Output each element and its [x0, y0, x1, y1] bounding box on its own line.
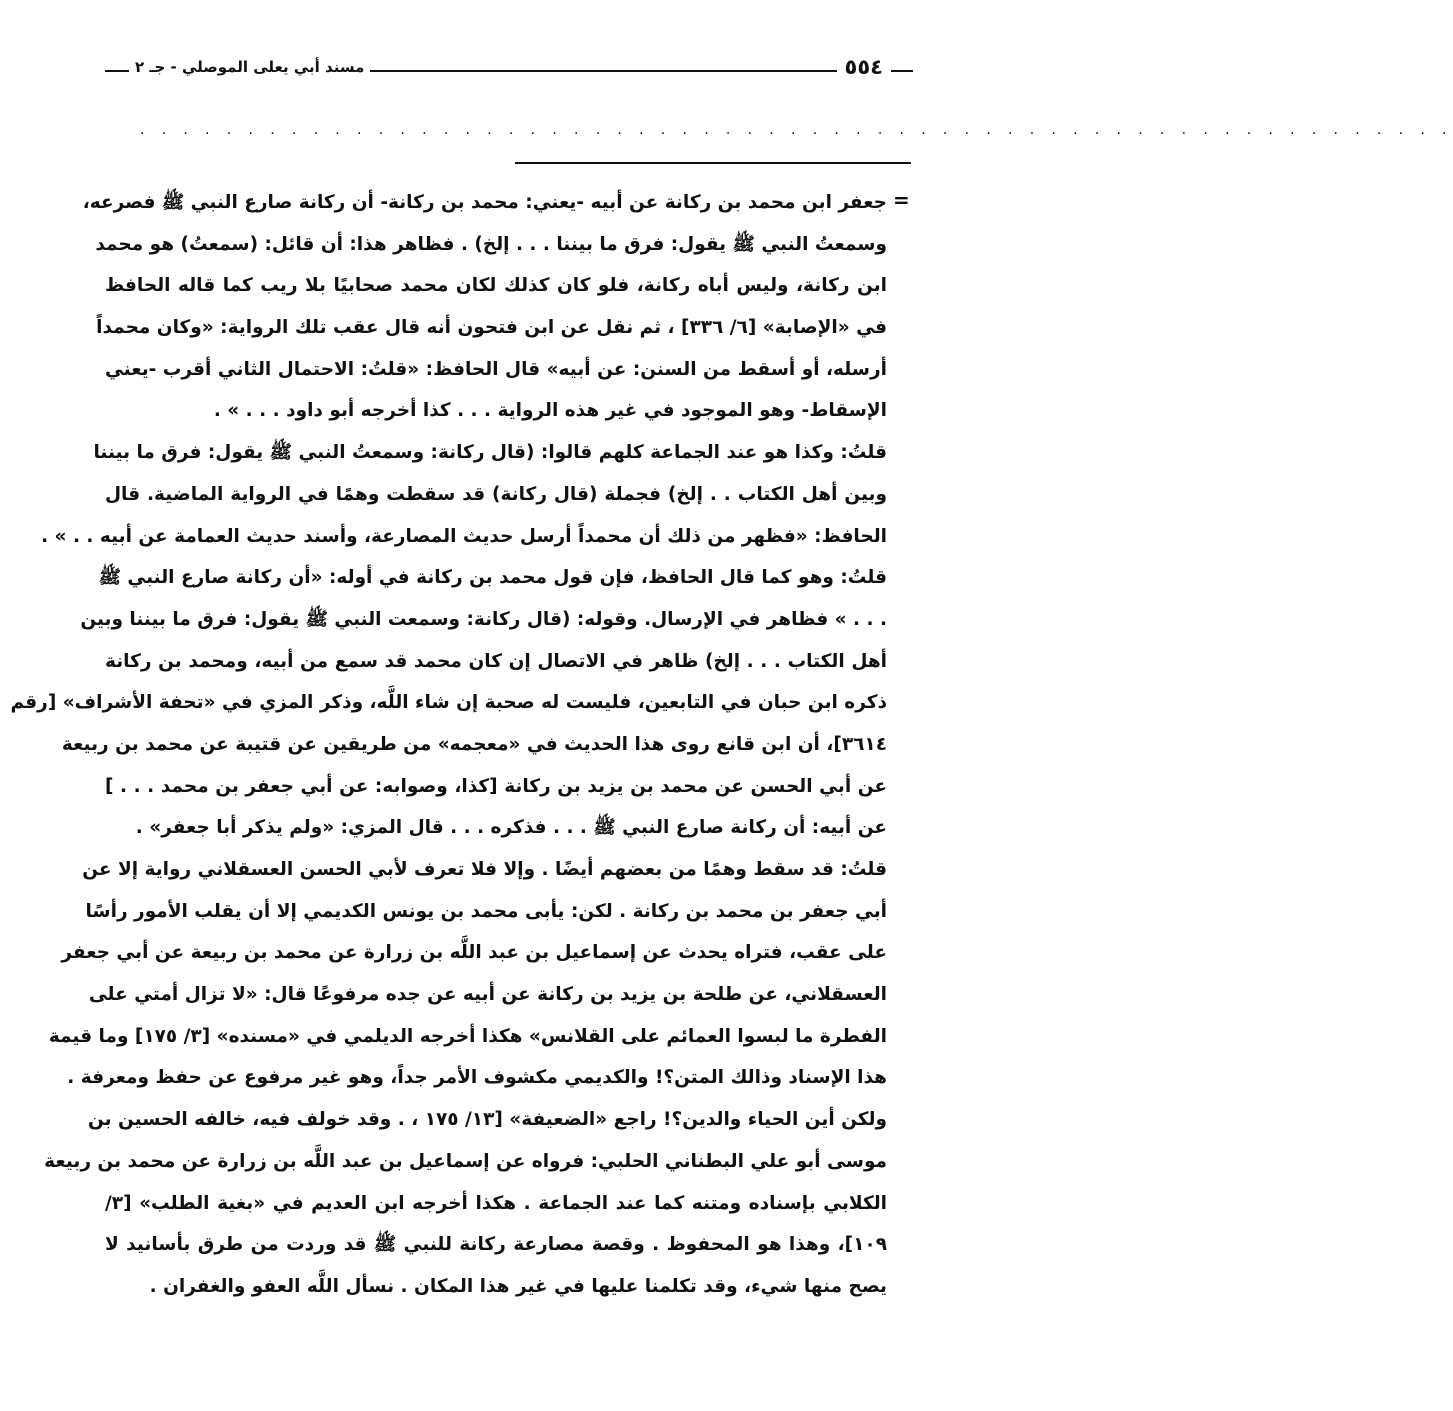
- text-line: في «الإصابة» [٦/ ٣٣٦] ، ثم نقل عن ابن فتحون أنه قال عقب تلك الرواية: «وكان محمداً: [96, 317, 887, 339]
- text-line: على عقب، فتراه يحدث عن إسماعيل بن عبد اللَّه بن زرارة عن محمد بن ربيعة عن أبي جعفر: [61, 942, 887, 964]
- text-line: عن أبيه: أن ركانة صارع النبي ﷺ . . . فذكره . . . قال المزي: «ولم يذكر أبا جعفر» .: [135, 817, 887, 839]
- text-line: ١٠٩]، وهذا هو المحفوظ . وقصة مصارعة ركانة للنبي ﷺ قد وردت من طرق بأسانيد لا: [105, 1234, 887, 1256]
- page-number: ٥٥٤: [844, 55, 883, 79]
- running-header: [105, 52, 913, 82]
- text-line: الإسقاط- وهو الموجود في غير هذه الرواية . . . كذا أخرجه أبو داود . . . » .: [213, 400, 887, 422]
- text-line: وسمعتُ النبي ﷺ يقول: فرق ما بيننا . . . إلخ) . فظاهر هذا: أن قائل: (سمعتُ) هو محمد: [95, 233, 887, 255]
- running-title: مسند أبي يعلى الموصلي - جـ ٢: [135, 58, 365, 76]
- text-line: الفطرة ما لبسوا العمائم على القلانس» هكذا أخرجه الديلمي في «مسنده» [٣/ ١٧٥] وما قيمة: [48, 1025, 887, 1047]
- text-line: وبين أهل الكتاب . . إلخ) فجملة (قال ركانة) قد سقطت وهمًا في الرواية الماضية. قال: [105, 483, 887, 505]
- text-line: أهل الكتاب . . . إلخ) ظاهر في الاتصال إن كان محمد قد سمع من أبيه، ومحمد بن ركانة: [105, 650, 887, 672]
- header-dash: [891, 70, 913, 72]
- separator-dots: . . . . . . . . . . . . . . . . . . . . . . . . . . . . . . . . . . . . . . . . . . . . . . . . . . . . . . . . . . . . .: [140, 122, 1453, 138]
- text-line: يصح منها شيء، وقد تكلمنا عليها في غير هذا المكان . نسأل اللَّه العفو والغفران .: [149, 1275, 887, 1297]
- text-line: جعفر ابن محمد بن ركانة عن أبيه -يعني: محمد بن ركانة- أن ركانة صارع النبي ﷺ فصرعه،: [82, 192, 887, 213]
- text-line: ٣٦١٤]، أن ابن قانع روى هذا الحديث في «معجمه» من طريقين عن قتيبة عن محمد بن ربيعة: [61, 733, 887, 755]
- text-line: الكلابي بإسناده ومتنه كما عند الجماعة . هكذا أخرجه ابن العديم في «بغية الطلب» [٣/: [105, 1192, 887, 1214]
- text-line: قلتُ: قد سقط وهمًا من بعضهم أيضًا . وإلا فلا تعرف لأبي الحسن العسقلاني رواية إلا عن: [82, 859, 887, 880]
- text-line: عن أبي الحسن عن محمد بن يزيد بن ركانة [كذا، وصوابه: عن أبي جعفر بن محمد . . . ]: [105, 775, 887, 797]
- text-line: ذكره ابن حبان في التابعين، فليست له صحبة إن شاء اللَّه، وذكر المزي في «تحفة الأشراف» [رقم: [10, 692, 887, 714]
- text-line: ابن ركانة، وليس أباه ركانة، فلو كان كذلك لكان محمد صحابيًا بلا ريب كما قاله الحافظ: [105, 275, 887, 297]
- text-line: الحافظ: «فظهر من ذلك أن محمداً أرسل حديث المصارعة، وأسند حديث العمامة عن أبيه . . » .: [41, 525, 887, 547]
- text-line: أبي جعفر بن محمد بن ركانة . لكن: يأبى محمد بن يونس الكديمي إلا أن يقلب الأمور رأسًا: [85, 900, 887, 922]
- text-line: قلتُ: وكذا هو عند الجماعة كلهم قالوا: (قال ركانة: وسمعتُ النبي ﷺ يقول: فرق ما بيننا: [93, 442, 887, 464]
- header-dash: [105, 70, 129, 72]
- header-dash: [370, 70, 836, 72]
- text-line: أرسله، أو أسقط من السنن: عن أبيه» قال الحافظ: «قلتُ: الاحتمال الثاني أقرب -يعني: [105, 358, 887, 380]
- text-line: هذا الإسناد وذالك المتن؟! والكديمي مكشوف الأمر جداً، وهو غير مرفوع عن حفظ ومعرفة .: [67, 1067, 887, 1089]
- text-line: . . . » فظاهر في الإرسال. وقوله: (قال ركانة: وسمعت النبي ﷺ يقول: فرق ما بيننا وبين: [80, 608, 887, 630]
- text-line: قلتُ: وهو كما قال الحافظ، فإن قول محمد بن ركانة في أوله: «أن ركانة صارع النبي ﷺ: [98, 567, 887, 589]
- text-line: العسقلاني، عن طلحة بن يزيد بن ركانة عن أبيه عن جده مرفوعًا قال: «لا تزال أمتي على: [88, 984, 887, 1006]
- footnote-text: [10, 182, 887, 1308]
- text-line: موسى أبو علي البطناني الحلبي: فرواه عن إسماعيل بن عبد اللَّه بن زرارة عن محمد بن ربيعة: [44, 1150, 887, 1172]
- text-line: ولكن أين الحياء والدين؟! راجع «الضعيفة» [١٣/ ١٧٥ ، . وقد خولف فيه، خالفه الحسين بن: [87, 1109, 887, 1131]
- continuation-mark: =: [893, 188, 910, 212]
- footnote-rule: [515, 162, 911, 164]
